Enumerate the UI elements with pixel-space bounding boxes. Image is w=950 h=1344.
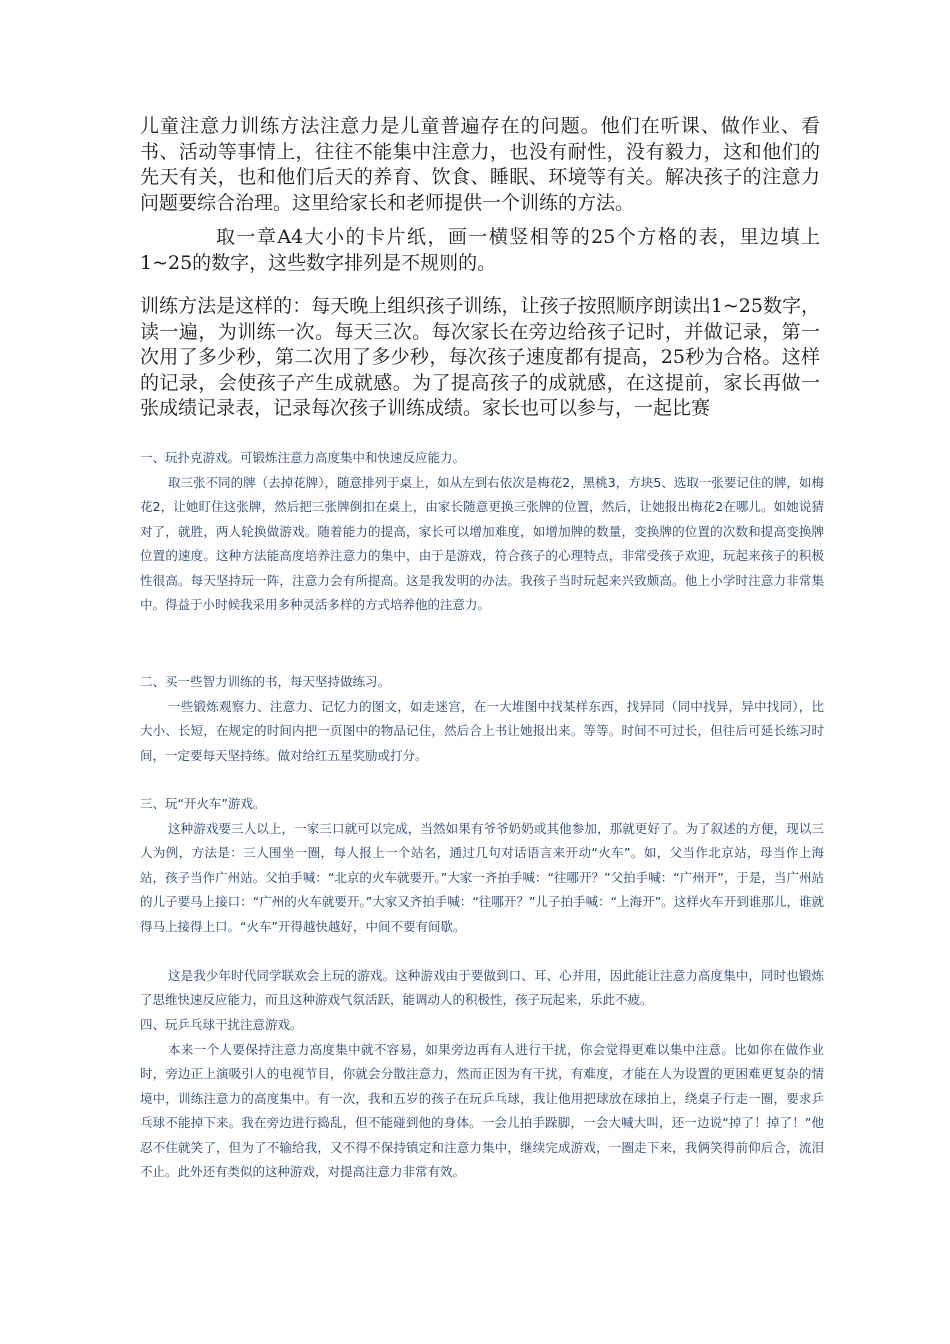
section-3-heading: 三、玩“开火车”游戏。 — [140, 796, 266, 811]
intro-paragraph-1: 儿童注意力训练方法注意力是儿童普遍存在的问题。他们在听课、做作业、看书、活动等事情上，往往不能集中注意力，也没有耐性，没有毅力，这和他们的先天有关，也和他们后天的养育、饮食、睡眠、环境等有关。解决孩子的注意力问题要综合治理。这里给家长和老师提供一个训练的方法。 — [140, 115, 820, 214]
section-2-heading: 二、买一些智力训练的书，每天坚持做练习。 — [140, 674, 391, 689]
section-3-body-1: 这种游戏要三人以上，一家三口就可以完成，当然如果有爷爷奶奶或其他参加，那就更好了。为了叙述的方便，现以三人为例，方法是：三人围坐一圈，每人报上一个站名，通过几句对话语言来开动“火车”。如，父当作北京站，母当作上海站，孩子当作广州站。父拍手喊：“北京的火车就要开。”大家一齐拍手喊：“往哪开？”父拍手喊：“广州开”，于是，当广州站的儿子要马上接口：“广州的火车就要开。”大家又齐拍手喊：“往哪开？”儿子拍手喊：“上海开”。这样火车开到谁那儿，谁就得马上接得上口。“火车”开得越快越好，中间不要有间歇。 — [140, 821, 824, 934]
section-1-heading: 一、玩扑克游戏。可锻炼注意力高度集中和快速反应能力。 — [140, 450, 466, 465]
section-4-heading: 四、玩乒乓球干扰注意游戏。 — [140, 1017, 303, 1032]
section-3-body-2: 这是我少年时代同学联欢会上玩的游戏。这种游戏由于要做到口、耳、心并用，因此能让注意力高度集中，同时也锻炼了思维快速反应能力，而且这种游戏气氛活跃，能调动人的积极性，孩子玩起来，乐此不疲。 — [140, 968, 824, 1008]
section-2-body: 一些锻炼观察力、注意力、记忆力的图文，如走迷宫，在一大堆图中找某样东西，找异同（同中找异，异中找同），比大小、长短，在规定的时间内把一页图中的物品记住，然后合上书让她报出来。等等。时间不可过长，但往后可延长练习时间，一定要每天坚持练。做对给红五星奖励或打分。 — [140, 699, 824, 763]
intro-paragraph-3: 训练方法是这样的：每天晚上组织孩子训练，让孩子按照顺序朗读出1~25数字，读一遍，为训练一次。每天三次。每次家长在旁边给孩子记时，并做记录，第一次用了多少秒，第二次用了多少秒，每次孩子速度都有提高，25秒为合格。这样的记录，会使孩子产生成就感。为了提高孩子的成就感，在这提前，家长再做一张成绩记录表，记录每次孩子训练成绩。家长也可以参与，一起比赛 — [140, 295, 820, 419]
intro-paragraph-2: 取一章A4大小的卡片纸，画一横竖相等的25个方格的表，里边填上1~25的数字，这些数字排列是不规则的。 — [140, 226, 820, 274]
section-1-body: 取三张不同的牌（去掉花牌），随意排列于桌上，如从左到右依次是梅花2，黑桃3，方块5、选取一张要记住的牌，如梅花2，让她盯住这张牌，然后把三张牌倒扣在桌上，由家长随意更换三张牌的位置，然后，让她报出梅花2在哪儿。如她说猜对了，就胜，两人轮换做游戏。随着能力的提高，家长可以增加难度，如增加牌的数量，变换牌的位置的次数和提高变换牌位置的速度。这种方法能高度培养注意力的集中，由于是游戏，符合孩子的心理特点，非常受孩子欢迎，玩起来孩子的积极性很高。每天坚持玩一阵，注意力会有所提高。这是我发明的办法。我孩子当时玩起来兴致颇高。他上小学时注意力非常集中。得益于小时候我采用多种灵活多样的方式培养他的注意力。 — [140, 475, 824, 613]
section-4-body: 本来一个人要保持注意力高度集中就不容易，如果旁边再有人进行干扰，你会觉得更难以集中注意。比如你在做作业时，旁边正上演吸引人的电视节目，你就会分散注意力，然而正因为有干扰，有难度，才能在人为设置的更困难更复杂的情境中，训练注意力的高度集中。有一次，我和五岁的孩子在玩乒乓球，我让他用把球放在球拍上，绕桌子行走一圈，要求乒乓球不能掉下来。我在旁边进行捣乱，但不能碰到他的身体。一会儿拍手跺脚，一会大喊大叫，还一边说“掉了！掉了！”他忍不住就笑了，但为了不输给我，又不得不保持镇定和注意力集中，继续完成游戏，一圈走下来，我俩笑得前仰后合，流泪不止。此外还有类似的这种游戏，对提高注意力非常有效。 — [140, 1042, 824, 1180]
